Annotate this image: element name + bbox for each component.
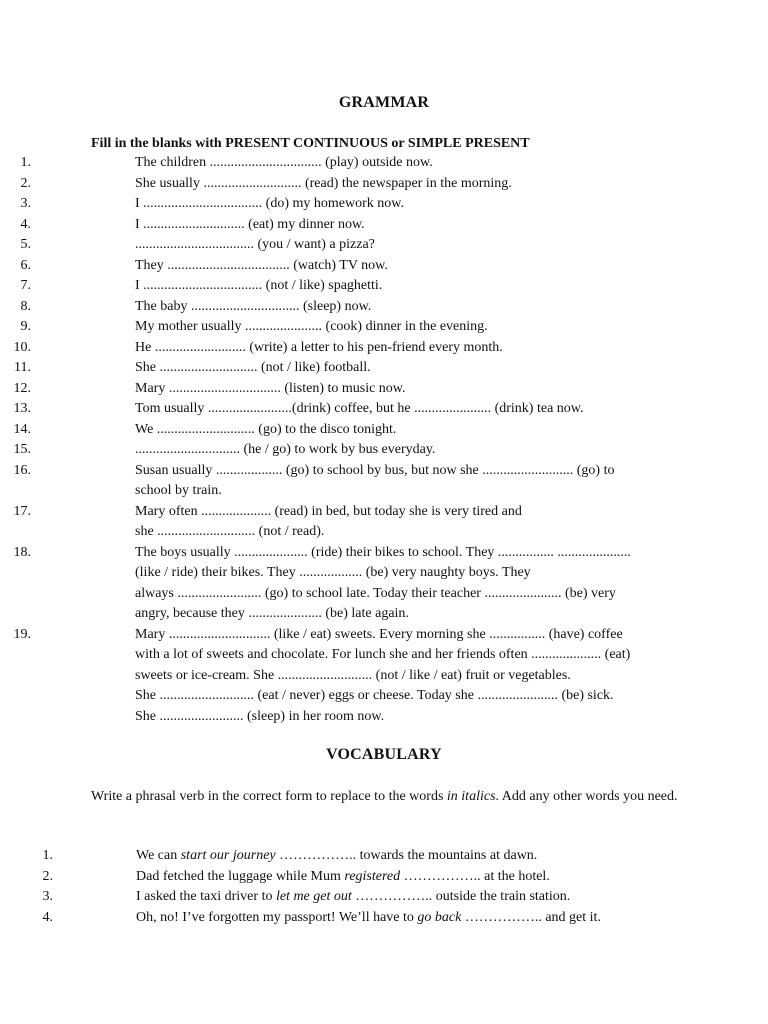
item-text: …………….. and get it. bbox=[461, 909, 601, 925]
item-text-line: Susan usually ................... (go) to school by bus, but now she .......................... (go) to bbox=[135, 462, 615, 478]
instruction-text: Write a phrasal verb in the correct form to replace to the words bbox=[91, 789, 447, 804]
grammar-item bbox=[0, 358, 675, 379]
vocabulary-item bbox=[0, 908, 696, 929]
item-text: We can bbox=[136, 848, 181, 863]
item-number: 4. bbox=[42, 909, 53, 925]
item-number: 5. bbox=[20, 237, 31, 252]
grammar-title: GRAMMAR bbox=[338, 94, 430, 111]
item-text-line: she ............................ (not / read). bbox=[135, 524, 325, 539]
grammar-item bbox=[0, 317, 675, 338]
item-text-line: He .......................... (write) a letter to his pen-friend every month. bbox=[135, 339, 503, 355]
grammar-item bbox=[0, 461, 675, 502]
item-text-line: .................................. (you / want) a pizza? bbox=[135, 237, 375, 252]
item-number: 11. bbox=[14, 360, 31, 375]
item-text-line: I ............................. (eat) my dinner now. bbox=[135, 216, 365, 232]
item-number: 2. bbox=[20, 175, 31, 191]
grammar-item bbox=[0, 502, 675, 543]
item-number: 8. bbox=[20, 298, 31, 314]
instruction-text-end: . Add any other words you need. bbox=[495, 789, 678, 804]
item-text-line: The children ................................ (play) outside now. bbox=[135, 155, 433, 170]
grammar-item bbox=[0, 338, 675, 359]
item-number: 6. bbox=[20, 257, 31, 273]
instruction-italic-text: in italics bbox=[446, 789, 496, 804]
item-number: 7. bbox=[20, 278, 31, 293]
item-text-line: We ............................ (go) to the disco tonight. bbox=[135, 421, 397, 437]
item-text-line: She ............................ (not / like) football. bbox=[135, 360, 371, 375]
item-text-line: angry, because they ..................... (be) late again. bbox=[135, 606, 409, 621]
grammar-item bbox=[0, 276, 675, 297]
item-number: 17. bbox=[13, 503, 31, 519]
item-text-line: school by train. bbox=[135, 483, 222, 498]
item-text-line: She usually ............................ (read) the newspaper in the morning. bbox=[135, 175, 512, 191]
italic-phrase: start our journey bbox=[180, 848, 276, 863]
item-text-line: She ........................... (eat / never) eggs or cheese. Today she ....................... (be) sick. bbox=[135, 688, 614, 703]
item-text-line: I .................................. (do) my homework now. bbox=[135, 196, 404, 211]
item-text-line: .............................. (he / go) to work by bus everyday. bbox=[135, 442, 436, 457]
vocabulary-exercise-list bbox=[0, 846, 768, 928]
item-text: Oh, no! I’ve forgotten my passport! We’ll have to bbox=[136, 909, 418, 925]
item-number: 1. bbox=[42, 848, 53, 863]
vocabulary-title: VOCABULARY bbox=[326, 746, 442, 763]
item-text-line: The baby ............................... (sleep) now. bbox=[135, 298, 372, 314]
item-number: 10. bbox=[13, 339, 31, 355]
grammar-instruction: Fill in the blanks with PRESENT CONTINUOUS or SIMPLE PRESENT bbox=[91, 136, 530, 151]
item-text: I asked the taxi driver to bbox=[136, 889, 276, 904]
italic-phrase: let me get out bbox=[275, 889, 352, 904]
item-text-line: with a lot of sweets and chocolate. For lunch she and her friends often .................... (eat) bbox=[135, 647, 631, 662]
item-number: 14. bbox=[13, 421, 31, 437]
grammar-item bbox=[0, 256, 675, 277]
item-text: Dad fetched the luggage while Mum bbox=[136, 868, 345, 884]
item-number: 3. bbox=[42, 889, 53, 904]
vocabulary-instruction bbox=[91, 787, 681, 808]
grammar-item bbox=[0, 215, 675, 236]
item-text: …………….. towards the mountains at dawn. bbox=[275, 848, 538, 863]
grammar-item bbox=[0, 625, 675, 728]
vocabulary-item bbox=[0, 846, 696, 867]
item-number: 13. bbox=[13, 401, 31, 416]
item-text-line: always ........................ (go) to school late. Today their teacher ...................... (be) very bbox=[135, 585, 616, 601]
vocabulary-item bbox=[0, 887, 696, 908]
item-number: 15. bbox=[13, 442, 31, 457]
item-number: 1. bbox=[20, 155, 31, 170]
item-number: 3. bbox=[20, 196, 31, 211]
item-number: 16. bbox=[13, 462, 31, 478]
grammar-item bbox=[0, 420, 675, 441]
item-number: 19. bbox=[13, 626, 31, 642]
item-text: …………….. at the hotel. bbox=[400, 868, 550, 884]
italic-phrase: go back bbox=[417, 909, 462, 925]
item-text-line: Tom usually ........................(drink) coffee, but he ...................... (drink) tea now. bbox=[135, 401, 584, 416]
item-text-line: Mary ................................ (listen) to music now. bbox=[135, 380, 406, 396]
grammar-item bbox=[0, 194, 675, 215]
grammar-item bbox=[0, 153, 675, 174]
item-text: …………….. outside the train station. bbox=[351, 889, 571, 904]
item-text-line: I .................................. (not / like) spaghetti. bbox=[135, 278, 383, 293]
item-number: 18. bbox=[13, 544, 31, 560]
item-number: 9. bbox=[20, 319, 31, 334]
grammar-item bbox=[0, 297, 675, 318]
item-number: 12. bbox=[13, 380, 31, 396]
item-text-line: The boys usually ..................... (ride) their bikes to school. They ................ ..................... bbox=[135, 544, 631, 560]
item-text-line: Mary ............................. (like / eat) sweets. Every morning she ................ (have) coffee bbox=[135, 626, 623, 642]
item-text-line: They ................................... (watch) TV now. bbox=[135, 257, 388, 273]
item-text-line: She ........................ (sleep) in her room now. bbox=[135, 708, 385, 724]
grammar-item bbox=[0, 235, 675, 256]
italic-phrase: registered bbox=[344, 868, 401, 884]
grammar-item bbox=[0, 379, 675, 400]
vocabulary-item bbox=[0, 867, 696, 888]
grammar-item bbox=[0, 399, 675, 420]
item-text-line: My mother usually ...................... (cook) dinner in the evening. bbox=[135, 319, 488, 334]
item-number: 4. bbox=[20, 216, 31, 232]
item-text-line: Mary often .................... (read) in bed, but today she is very tired and bbox=[135, 503, 522, 519]
grammar-item bbox=[0, 440, 675, 461]
item-number: 2. bbox=[42, 868, 53, 884]
grammar-item bbox=[0, 543, 675, 625]
grammar-exercise-list bbox=[0, 153, 768, 727]
item-text-line: sweets or ice-cream. She ........................... (not / like / eat) fruit or vegetables. bbox=[135, 667, 571, 683]
grammar-item bbox=[0, 174, 675, 195]
item-text-line: (like / ride) their bikes. They .................. (be) very naughty boys. They bbox=[135, 565, 531, 580]
